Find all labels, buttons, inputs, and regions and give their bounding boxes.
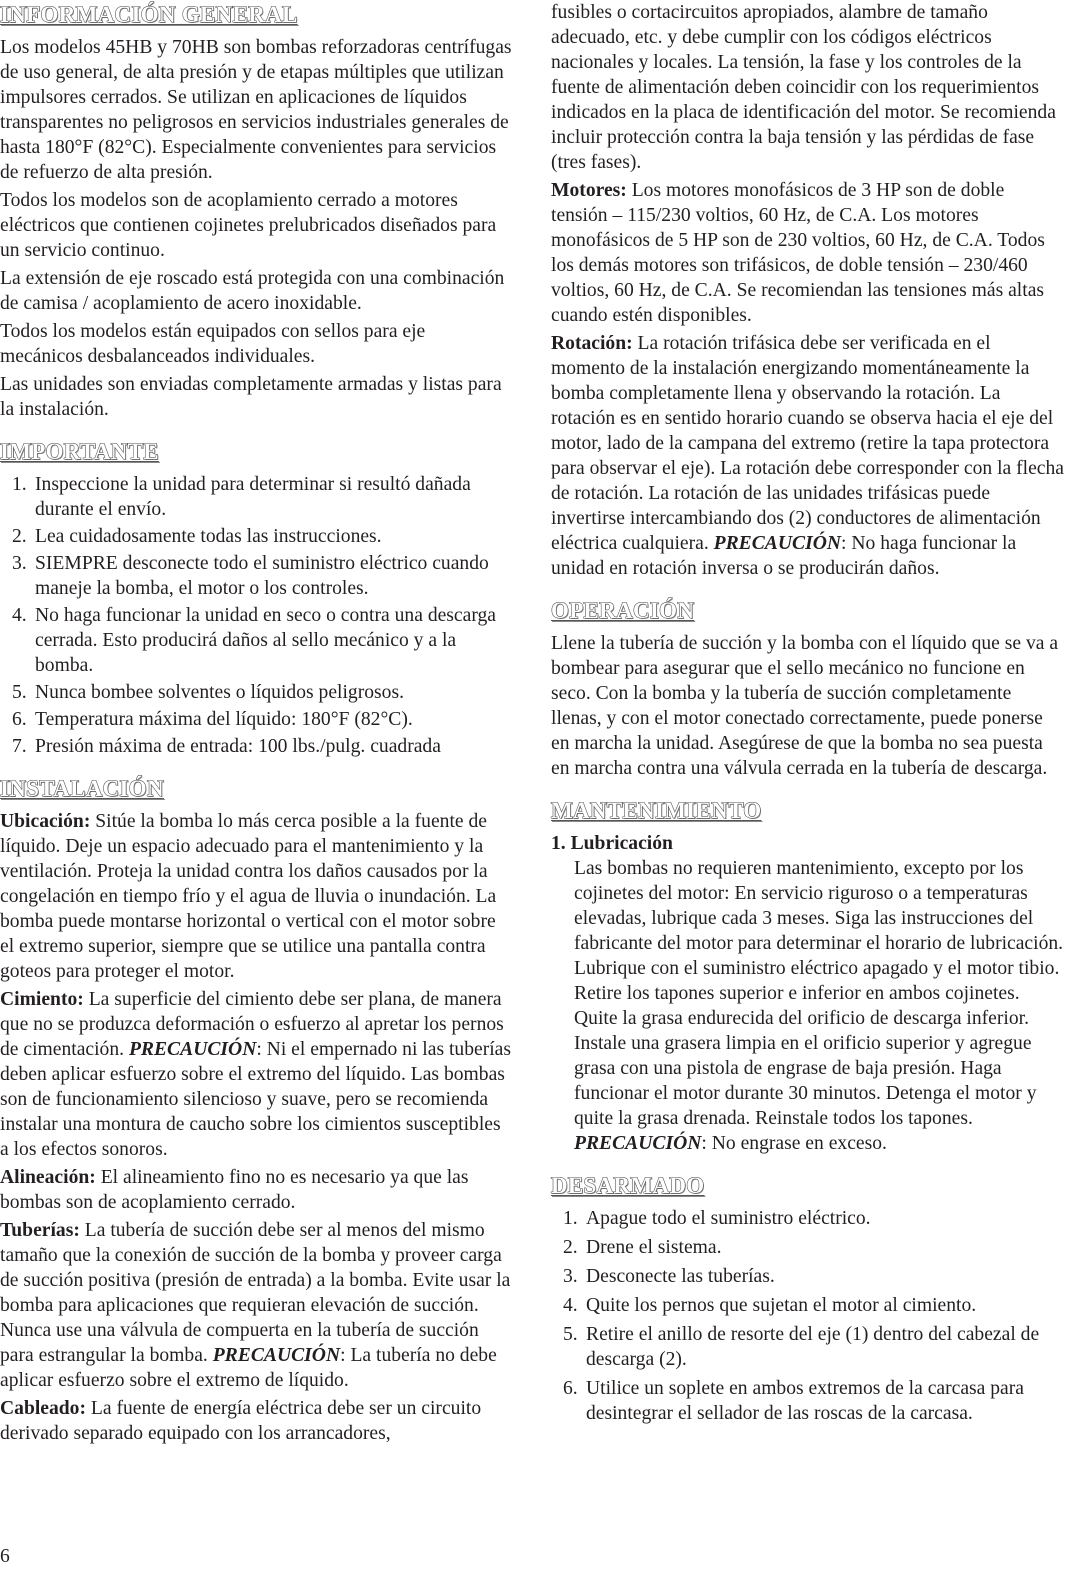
disassembly-list	[551, 1206, 1065, 1426]
list-item: 3. SIEMPRE desconecte todo el suministro eléctrico cuando maneje la bomba, el motor o los controles.	[12, 553, 489, 599]
list-item: 4. Quite los pernos que sujetan el motor al cimiento.	[563, 1295, 977, 1316]
list-item: 6. Temperatura máxima del líquido: 180°F (82°C).	[12, 709, 413, 730]
lubrication-subheading: 1. Lubricación	[551, 833, 673, 854]
list-item: 5. Nunca bombee solventes o líquidos peligrosos.	[12, 682, 404, 703]
general-paragraph: Los modelos 45HB y 70HB son bombas reforzadoras centrífugas de uso general, de alta presión y de etapas múltiples que utilizan impulsores cerrados. Se utilizan en aplicaciones de líquidos transparentes no peligrosos en servicios industriales generales de hasta 180°F (82°C). Especialmente convenientes para servicios de refuerzo de alta presión.	[0, 37, 512, 183]
alignment-paragraph: Alineación: El alineamiento fino no es necesario ya que las bombas son de acoplamiento cerrado.	[0, 1167, 469, 1213]
right-column	[551, 0, 1065, 1430]
heading-operation: OPERACIÓN	[551, 598, 695, 623]
heading-general-information: INFORMACIÓN GENERAL	[0, 2, 298, 27]
motors-paragraph: Motores: Los motores monofásicos de 3 HP son de doble tensión – 115/230 voltios, 60 Hz, de C.A. Los motores monofásicos de 5 HP son de 230 voltios, 60 Hz, de C.A. Todos los demás motores son trifásicos, de doble tensión – 230/460 voltios, 60 Hz, de C.A. Se recomiendan las tensiones más altas cuando estén disponibles.	[551, 180, 1045, 326]
piping-paragraph: Tuberías: La tubería de succión debe ser al menos del mismo tamaño que la conexión de succión de la bomba y proveer carga de succión positiva (presión de entrada) a la bomba. Evite usar la bomba para aplicaciones que requieran elevación de succión. Nunca use una válvula de compuerta en la tubería de succión para estrangular la bomba. PRECAUCIÓN: La tubería no debe aplicar esfuerzo sobre el extremo de líquido.	[0, 1220, 511, 1391]
heading-installation: INSTALACIÓN	[0, 776, 164, 801]
heading-disassembly: DESARMADO	[551, 1173, 705, 1198]
list-item: 7. Presión máxima de entrada: 100 lbs./pulg. cuadrada	[12, 736, 441, 757]
general-paragraph: La extensión de eje roscado está protegida con una combinación de camisa / acoplamiento de acero inoxidable.	[0, 268, 505, 314]
important-list	[0, 472, 512, 759]
lubrication-paragraph: Las bombas no requieren mantenimiento, excepto por los cojinetes del motor: En servicio riguroso o a temperaturas elevadas, lubrique cada 3 meses. Siga las instrucciones del fabricante del motor para determinar el horario de lubricación. Lubrique con el suministro eléctrico apagado y el motor tibio. Retire los tapones superior e inferior en ambos cojinetes. Quite la grasa endurecida del orificio de descarga inferior. Instale una grasera limpia en el orificio superior y agregue grasa con una pistola de engrase de baja presión. Haga funcionar el motor durante 30 minutos. Detenga el motor y quite la grasa drenada. Reinstale todos los tapones. PRECAUCIÓN: No engrase en exceso.	[574, 858, 1064, 1154]
list-item: 6. Utilice un soplete en ambos extremos de la carcasa para desintegrar el sellador de las roscas de la carcasa.	[563, 1378, 1024, 1424]
location-paragraph: Ubicación: Sitúe la bomba lo más cerca posible a la fuente de líquido. Deje un espacio adecuado para el mantenimiento y la ventilación. Proteja la unidad contra los daños causados por la congelación en tiempo frío y el agua de lluvia o inundación. La bomba puede montarse horizontal o vertical con el motor sobre el extremo superior, siempre que se utilice una pantalla contra goteos para proteger el motor.	[0, 811, 497, 982]
list-item: 4. No haga funcionar la unidad en seco o contra una descarga cerrada. Esto producirá daños al sello mecánico y a la bomba.	[12, 605, 496, 676]
list-item: 2. Drene el sistema.	[563, 1237, 722, 1258]
wiring-continued-paragraph: fusibles o cortacircuitos apropiados, alambre de tamaño adecuado, etc. y debe cumplir con los códigos eléctricos nacionales y locales. La tensión, la fase y los controles de la fuente de alimentación deben coincidir con los requerimientos indicados en la placa de identificación del motor. Se recomienda incluir protección contra la baja tensión y las pérdidas de fase (tres fases).	[551, 2, 1056, 173]
page-number: 6	[0, 1546, 10, 1567]
heading-important: IMPORTANTE	[0, 439, 159, 464]
left-column	[0, 0, 512, 1449]
list-item: 1. Apague todo el suministro eléctrico.	[563, 1208, 871, 1229]
foundation-paragraph: Cimiento: La superficie del cimiento debe ser plana, de manera que no se produzca deformación o esfuerzo al apretar los pernos de cimentación. PRECAUCIÓN: Ni el empernado ni las tuberías deben aplicar esfuerzo sobre el extremo del líquido. Las bombas son de funcionamiento silencioso y suave, pero se recomienda instalar una montura de caucho sobre los cimientos susceptibles a los efectos sonoros.	[0, 989, 511, 1160]
list-item: 5. Retire el anillo de resorte del eje (1) dentro del cabezal de descarga (2).	[563, 1324, 1040, 1370]
list-item: 1. Inspeccione la unidad para determinar si resultó dañada durante el envío.	[12, 474, 471, 520]
operation-paragraph: Llene la tubería de succión y la bomba con el líquido que se va a bombear para asegurar que el sello mecánico no funcione en seco. Con la bomba y la tubería de succión completamente llenas, y con el motor conectado correctamente, puede ponerse en marcha la unidad. Asegúrese de que la bomba no sea puesta en marcha contra una válvula cerrada en la tubería de descarga.	[551, 633, 1059, 779]
list-item: 3. Desconecte las tuberías.	[563, 1266, 775, 1287]
general-paragraph: Todos los modelos están equipados con sellos para eje mecánicos desbalanceados individuales.	[0, 321, 426, 367]
rotation-paragraph: Rotación: La rotación trifásica debe ser verificada en el momento de la instalación energizando momentáneamente la bomba completamente llena y observando la rotación. La rotación es en sentido horario cuando se observa hacia el eje del motor, lado de la campana del extremo (retire la tapa protectora para observar el eje). La rotación debe corresponder con la flecha de rotación. La rotación de las unidades trifásicas puede invertirse intercambiando dos (2) conductores de alimentación eléctrica cualquiera. PRECAUCIÓN: No haga funcionar la unidad en rotación inversa o se producirán daños.	[551, 333, 1064, 579]
wiring-paragraph: Cableado: La fuente de energía eléctrica debe ser un circuito derivado separado equipado con los arrancadores,	[0, 1398, 482, 1444]
general-paragraph: Todos los modelos son de acoplamiento cerrado a motores eléctricos que contienen cojinetes prelubricados diseñados para un servicio continuo.	[0, 190, 497, 261]
heading-maintenance: MANTENIMIENTO	[551, 798, 762, 823]
list-item: 2. Lea cuidadosamente todas las instrucciones.	[12, 526, 382, 547]
general-paragraph: Las unidades son enviadas completamente armadas y listas para la instalación.	[0, 374, 502, 420]
